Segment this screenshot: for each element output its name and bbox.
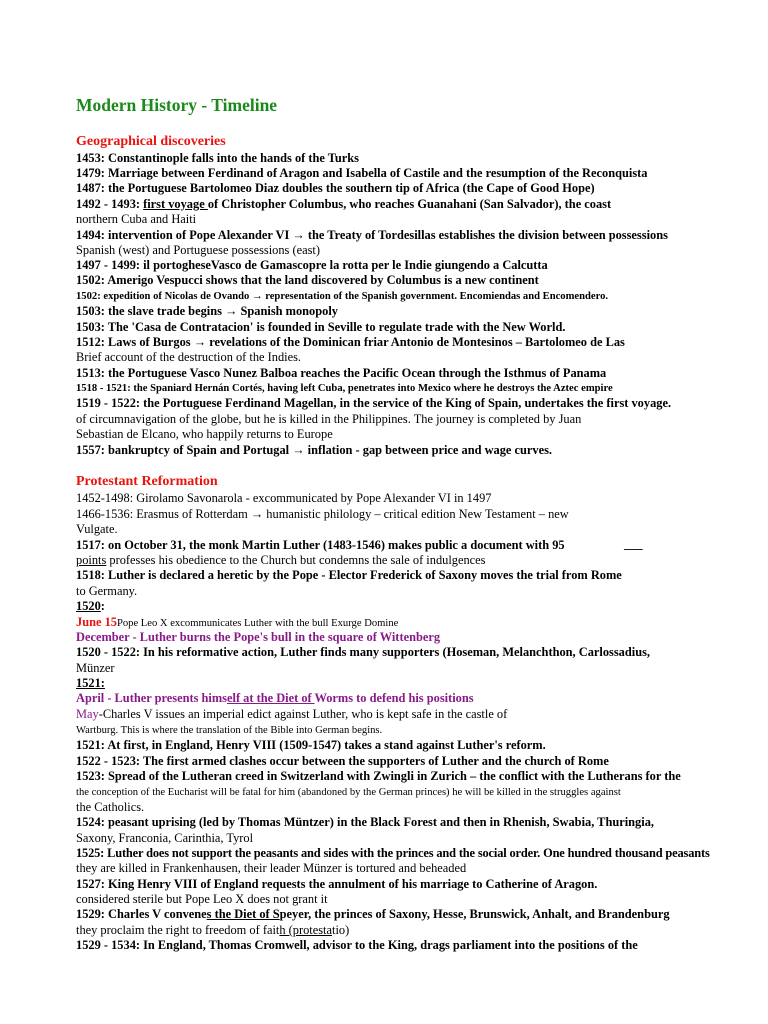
timeline-entry: 1519 - 1522: the Portuguese Ferdinand Magellan, in the service of the King of Spain, undertakes the first voyage. [76,396,672,410]
timeline-entry-continuation: to Germany. [76,584,138,598]
timeline-entry-continuation: Spanish (west) and Portuguese possessions (east) [76,243,320,257]
timeline-entry-continuation: the Catholics. [76,800,145,814]
date-label: May [76,707,99,721]
underlined-text-run: 1520 [76,599,101,613]
timeline-entry: 1521: At first, in England, Henry VIII (1509-1547) takes a stand against Luther's reform. [76,738,546,752]
timeline-entry: 1522 - 1523: The first armed clashes occur between the supporters of Luther and the church of Rome [76,754,609,768]
underlined-text-run: h (protesta [279,923,333,937]
timeline-entry-continuation: Münzer [76,661,115,675]
year-heading-1520 [76,599,105,614]
timeline-entry-continuation: considered sterile but Pope Leo X does not grant it [76,892,328,906]
text-run: 1492 - 1493: [76,197,144,211]
timeline-entry: 1518: Luther is declared a heretic by the Pope - Elector Frederick of Saxony moves the trial from Rome [76,568,622,582]
timeline-entry: 1513: the Portuguese Vasco Nunez Balboa reaches the Pacific Ocean through the Isthmus of Panama [76,366,607,380]
timeline-entry: 1502: Amerigo Vespucci shows that the land discovered by Columbus is a new continent [76,273,539,287]
timeline-entry: 1527: King Henry VIII of England requests the annulment of his marriage to Catherine of Aragon. [76,877,598,891]
timeline-entry [76,707,507,722]
timeline-entry-continuation: Vulgate. [76,522,118,536]
underline-mark: ___ [624,537,643,551]
date-label: June 15 [76,615,117,629]
underlined-text-run: s the Diet of S [206,907,280,921]
timeline-entry: 1512: Laws of Burgos → revelations of the Dominican friar Antonio de Montesinos – Bartolomeo de Las [76,335,625,349]
timeline-entry-continuation: Wartburg. This is where the translation of the Bible into German begins. [76,725,383,736]
timeline-entry-continuation: Brief account of the destruction of the Indies. [76,350,302,364]
text-run: Pope Leo X excommunicates Luther with the bull Exurge Domine [116,618,399,629]
timeline-entry: 1487: the Portuguese Bartolomeo Diaz doubles the southern tip of Africa (the Cape of Good Hope) [76,181,595,195]
timeline-entry: 1529 - 1534: In England, Thomas Cromwell, advisor to the King, drags parliament into the positions of the [76,938,638,952]
text-run: : [100,599,105,613]
text-run: professes his obedience to the Church but condemns the sale of indulgences [106,553,486,567]
text-run: of Christopher Columbus, who reaches Guanahani (San Salvador), the coast [207,197,612,211]
timeline-entry-continuation: Sebastian de Elcano, who happily returns to Europe [76,427,333,441]
text-run: Worms to defend his positions [314,691,474,705]
timeline-entry: 1503: the slave trade begins → Spanish monopoly [76,304,338,318]
section-heading-protestant-reformation: Protestant Reformation [76,474,218,489]
text-run: -Charles V issues an imperial edict against Luther, who is kept safe in the castle of [98,707,508,721]
timeline-entry: 1479: Marriage between Ferdinand of Aragon and Isabella of Castile and the resumption of the Reconquista [76,166,648,180]
year-heading-1521: 1521: [76,676,105,690]
section-heading-geographical-discoveries: Geographical discoveries [76,134,226,149]
timeline-entry: 1503: The 'Casa de Contratacion' is founded in Seville to regulate trade with the New World. [76,320,566,334]
page-title: Modern History - Timeline [76,95,278,115]
timeline-entry [76,197,611,212]
underlined-text-run: points [76,553,107,567]
timeline-entry-continuation: they are killed in Frankenhausen, their leader Münzer is tortured and beheaded [76,861,467,875]
timeline-entry: 1525: Luther does not support the peasants and sides with the princes and the social order. One hundred thousand peasants [76,846,710,860]
timeline-entry-continuation: Saxony, Franconia, Carinthia, Tyrol [76,831,254,845]
timeline-entry-continuation: northern Cuba and Haiti [76,212,197,226]
text-run: 1529: Charles V convene [76,907,207,921]
timeline-entry: 1523: Spread of the Lutheran creed in Switzerland with Zwingli in Zurich – the conflict with the Lutherans for the [76,769,681,783]
timeline-entry-continuation: the conception of the Eucharist will be fatal for him (abandoned by the German princes) he will be killed in the struggles against [76,787,621,798]
timeline-entry-continuation [76,553,486,568]
timeline-entry [76,907,670,922]
text-run: April - Luther presents hims [76,691,227,705]
timeline-entry: 1524: peasant uprising (led by Thomas Müntzer) in the Black Forest and then in Rhenish, Swabia, Thuringia, [76,815,654,829]
text-run: tio) [332,923,350,937]
timeline-entry: 1520 - 1522: In his reformative action, Luther finds many supporters (Hoseman, Melanchthon, Carlossadius, [76,645,651,659]
timeline-entry: 1517: on October 31, the monk Martin Luther (1483-1546) makes public a document with 95 [76,538,565,552]
timeline-entry: December - Luther burns the Pope's bull in the square of Wittenberg [76,630,441,644]
text-run: peyer, the princes of Saxony, Hesse, Brunswick, Anhalt, and Brandenburg [279,907,670,921]
timeline-entry [76,691,474,706]
timeline-entry-continuation [76,923,349,938]
timeline-entry-continuation: of circumnavigation of the globe, but he is killed in the Philippines. The journey is completed by Juan [76,412,582,426]
timeline-entry: 1502: expedition of Nicolas de Ovando → representation of the Spanish government. Encomiendas and Encomendero. [76,291,609,302]
underlined-text-run: first voyage [143,197,208,211]
timeline-entry: 1453: Constantinople falls into the hands of the Turks [76,151,359,165]
timeline-entry: 1518 - 1521: the Spaniard Hernán Cortés, having left Cuba, penetrates into Mexico where he destroys the Aztec empire [76,383,613,394]
timeline-entry: 1557: bankruptcy of Spain and Portugal → inflation - gap between price and wage curves. [76,443,553,457]
underlined-text-run: elf at the Diet of [227,691,315,705]
text-run: they proclaim the right to freedom of fait [76,923,280,937]
timeline-entry [76,615,398,631]
timeline-entry: 1497 - 1499: il portogheseVasco de Gamascopre la rotta per le Indie giungendo a Calcutta [76,258,548,272]
timeline-entry: 1466-1536: Erasmus of Rotterdam → humanistic philology – critical edition New Testament – new [76,507,569,521]
timeline-entry: 1494: intervention of Pope Alexander VI → the Treaty of Tordesillas establishes the division between possessions [76,228,668,242]
timeline-entry: 1452-1498: Girolamo Savonarola - excommunicated by Pope Alexander VI in 1497 [76,491,492,505]
